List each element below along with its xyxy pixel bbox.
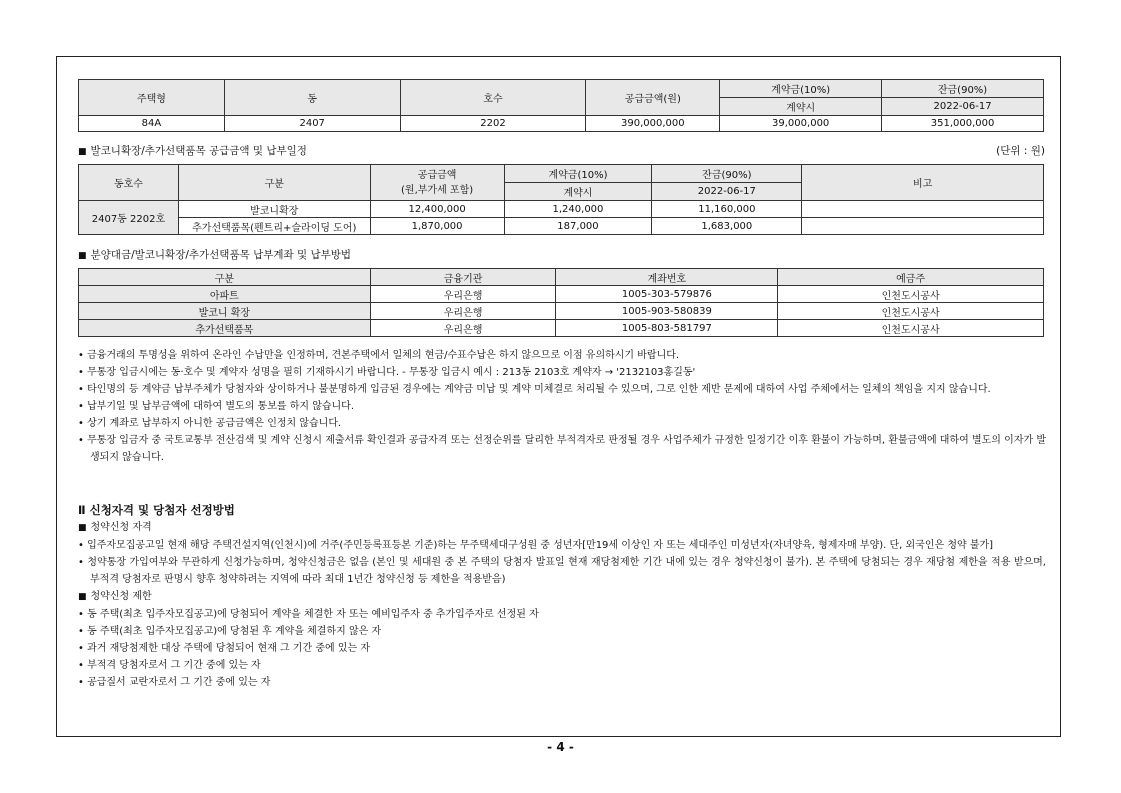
header-deposit: 계약금(10%) [504,165,652,183]
chapter-title: Ⅱ 신청자격 및 당첨자 선정방법 [78,503,235,517]
list-item: • 과거 재당첨제한 대상 주택에 당첨되어 현재 그 기간 중에 있는 자 [78,643,371,654]
table-cell: 1005-303-579876 [556,286,778,303]
unit-cell: 2407동 2202호 [79,201,179,235]
list-item: • 동 주택(최초 입주자모집공고)에 당첨된 후 계약을 체결하지 않은 자 [78,626,382,637]
table-cell: 우리은행 [370,286,556,303]
supply-price-table [78,79,1044,132]
header-account-holder: 예금주 [778,269,1044,286]
table-row [79,286,1044,303]
subheader-date: 2022-06-17 [652,183,802,201]
table-cell: 390,000,000 [586,116,720,132]
table-cell: 1,870,000 [370,218,504,235]
header-balance: 잔금(90%) [882,80,1044,98]
table-cell: 12,400,000 [370,201,504,218]
table-row [79,303,1044,320]
square-bullet-icon: ■ [78,251,87,261]
note-item: • 타인명의 등 계약금 납부주체가 당첨자와 상이하거나 불분명하게 입금된 경우에는 계약금 미납 및 계약 미체결로 처리될 수 있으며, 그로 인한 제반 문제에 대하여 사업 주체에서는 일체의 책임을 지지 않습니다. [78,384,991,395]
table-cell: 추가선택품목(펜트리+슬라이딩 도어) [178,218,370,235]
table-cell: 11,160,000 [652,201,802,218]
header-bank: 금융기관 [370,269,556,286]
list-item: • 공급질서 교란자로서 그 기간 중에 있는 자 [78,677,271,688]
table-cell: 2202 [400,116,586,132]
table-cell: 인천도시공사 [778,286,1044,303]
table-cell: 발코니확장 [178,201,370,218]
note-item: • 금융거래의 투명성을 위하여 온라인 수납만을 인정하며, 견본주택에서 일체의 현금/수표수납은 하지 않으므로 이점 유의하시기 바랍니다. [78,350,680,361]
square-bullet-icon: ■ [78,523,87,533]
header-category: 구분 [79,269,371,286]
unit-label: (단위 : 원) [996,145,1045,157]
table-cell: 1,683,000 [652,218,802,235]
table-cell [802,218,1044,235]
list-item: • 동 주택(최초 입주자모집공고)에 당첨되어 계약을 체결한 자 또는 예비입주자 중 추가입주자로 선정된 자 [78,609,539,620]
page-number: - 4 - [547,740,574,754]
payment-notes [78,347,1046,466]
header-unit: 동호수 [79,165,179,201]
table-cell: 2407 [224,116,400,132]
table-row [79,320,1044,337]
table-row [79,201,1044,218]
table-cell: 추가선택품목 [79,320,371,337]
subheader-contract: 계약시 [504,183,652,201]
table-row [79,116,1044,132]
table-cell: 1,240,000 [504,201,652,218]
header-ho: 호수 [400,80,586,116]
table-cell: 우리은행 [370,320,556,337]
square-bullet-icon: ■ [78,592,87,602]
restriction-heading: ■ 청약신청 제한 [78,591,152,602]
header-supply-price: 공급금액(원) [586,80,720,116]
header-house-type: 주택형 [79,80,225,116]
header-category: 구분 [178,165,370,201]
header-supply-price: 공급금액 (원,부가세 포함) [370,165,504,201]
list-item: • 청약통장 가입여부와 무관하게 신청가능하며, 청약신청금은 없음 (본인 및 세대원 중 본 주택의 당첨자 발표일 현재 재당첨제한 기간 내에 있는 경우 청약신청이 불가). 본 주택에 당첨되는 경우 재당첨 제한을 적용 받으며, 부적격 당첨자로 판명시 향후 청약하려는 지역에 따라 최대 1년간 청약신청 등 제한을 적용받음) [78,557,1046,585]
table-cell: 아파트 [79,286,371,303]
table-cell: 351,000,000 [882,116,1044,132]
account-table [78,268,1044,337]
table-cell: 39,000,000 [720,116,882,132]
table-cell: 우리은행 [370,303,556,320]
table-cell: 인천도시공사 [778,303,1044,320]
square-bullet-icon: ■ [78,147,87,157]
note-item: • 상기 계좌로 납부하지 아니한 공급금액은 인정치 않습니다. [78,418,342,429]
table-cell: 1005-803-581797 [556,320,778,337]
table-cell: 인천도시공사 [778,320,1044,337]
header-remarks: 비고 [802,165,1044,201]
table-cell: 1005-903-580839 [556,303,778,320]
table-cell: 84A [79,116,225,132]
header-deposit: 계약금(10%) [720,80,882,98]
note-item: • 무통장 입금자 중 국토교통부 전산검색 및 계약 신청시 제출서류 확인결과 공급자격 또는 선정순위를 달리한 부적격자로 판정될 경우 사업주체가 규정한 일정기간 이후 환불이 가능하며, 환불금액에 대하여 별도의 이자가 발생되지 않습니다. [78,435,1046,463]
note-item: • 납부기일 및 납부금액에 대하여 별도의 통보를 하지 않습니다. [78,401,355,412]
section-accounts-heading: ■ 분양대금/발코니확장/추가선택품목 납부계좌 및 납부방법 [78,249,352,261]
qualification-heading: ■ 청약신청 자격 [78,522,152,533]
header-dong: 동 [224,80,400,116]
header-balance: 잔금(90%) [652,165,802,183]
list-item: • 부적격 당첨자로서 그 기간 중에 있는 자 [78,660,261,671]
table-cell: 발코니 확장 [79,303,371,320]
table-cell [802,201,1044,218]
subheader-contract: 계약시 [720,98,882,116]
header-account-number: 계좌번호 [556,269,778,286]
list-item: • 입주자모집공고일 현재 해당 주택건설지역(인천시)에 거주(주민등록표등본 기준)하는 무주택세대구성원 중 성년자[만19세 이상인 자 또는 세대주인 미성년자(자녀양육, 형제자매 부양). 단, 외국인은 청약 불가] [78,540,994,551]
subheader-date: 2022-06-17 [882,98,1044,116]
table-row [79,218,1044,235]
table-cell: 187,000 [504,218,652,235]
section-balcony-heading: ■ 발코니확장/추가선택품목 공급금액 및 납부일정 [78,145,307,157]
note-item: • 무통장 입금시에는 동·호수 및 계약자 성명을 필히 기재하시기 바랍니다. - 무통장 입금시 예시 : 213동 2103호 계약자 → '2132103홍길동' [78,367,696,378]
qualification-section [78,519,1046,691]
balcony-price-table [78,164,1044,235]
